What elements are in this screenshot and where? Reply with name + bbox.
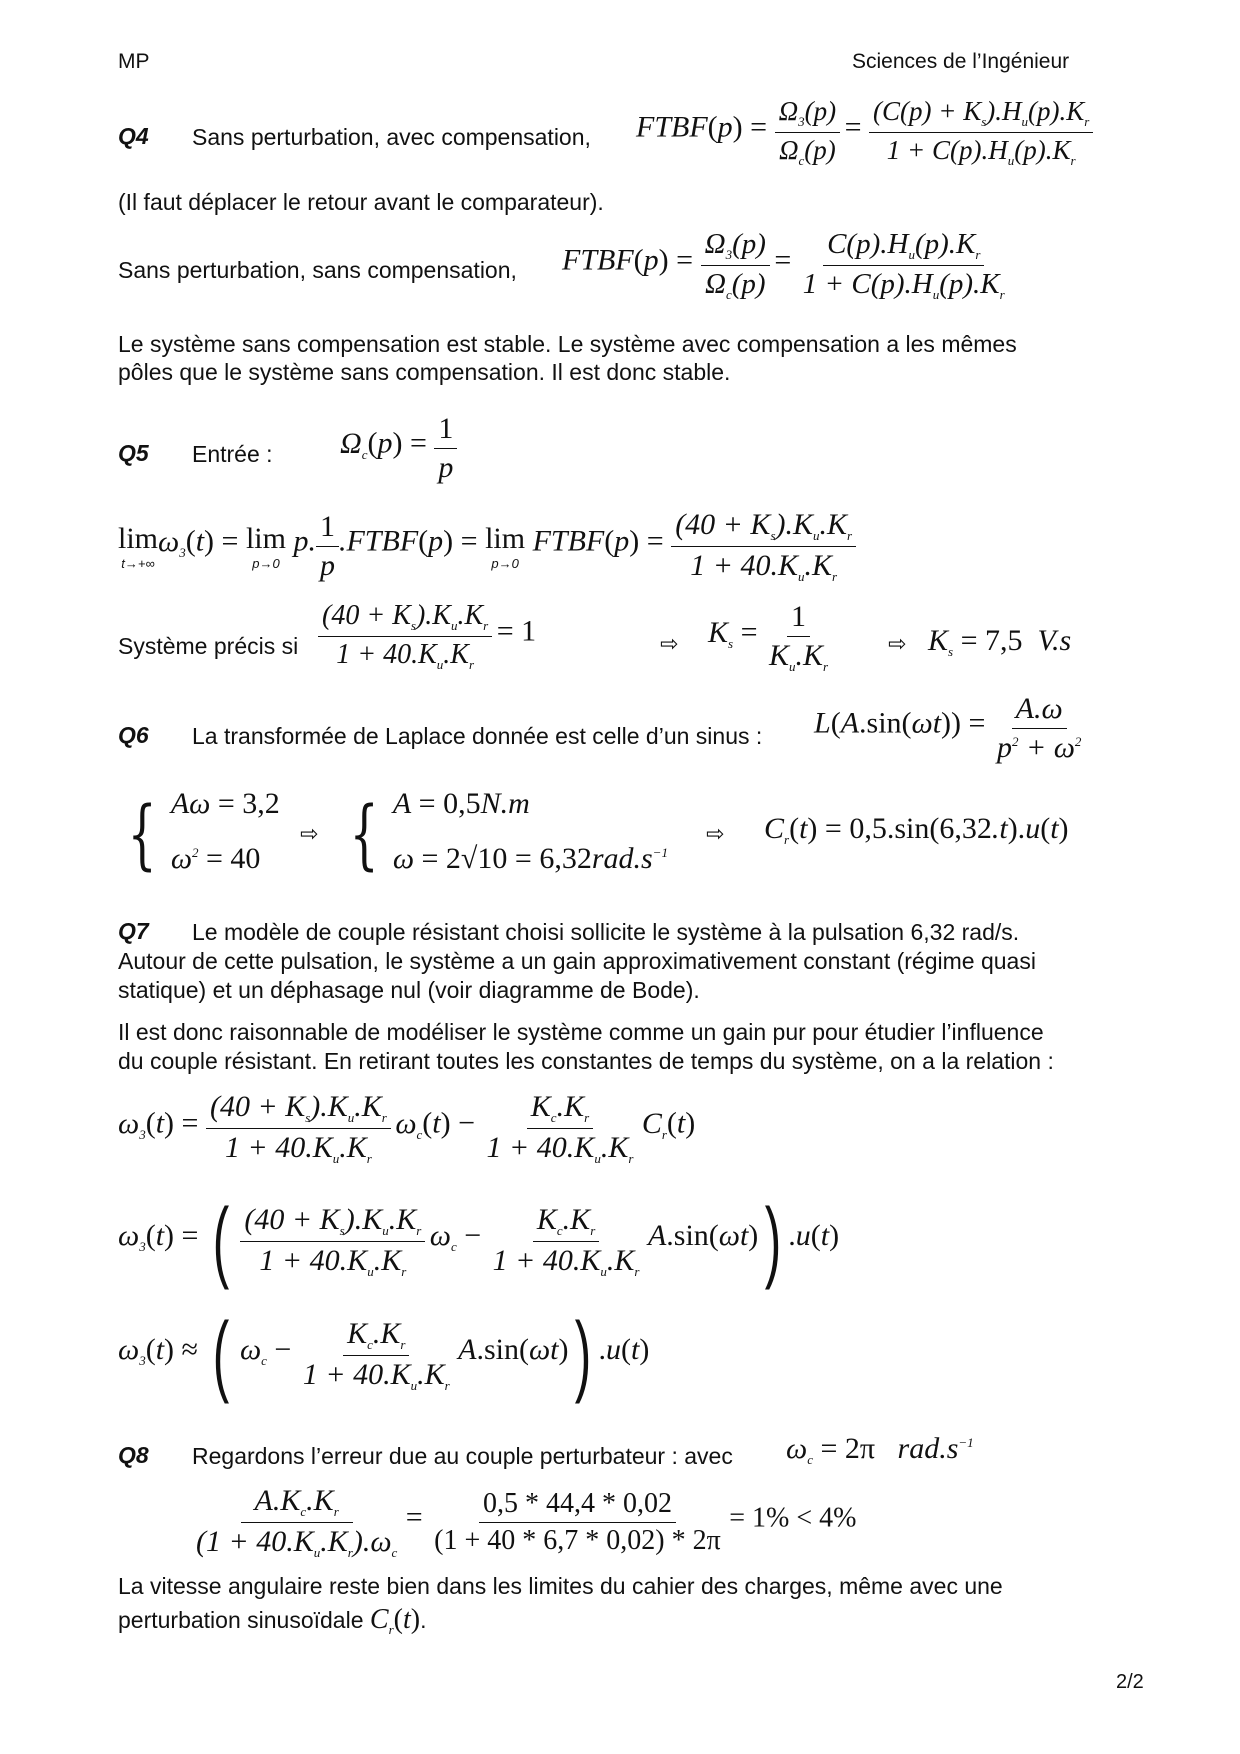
q6-system2: { A = 0,5N.m $\omega = 2√10 = 6,32rad.s^{-1}$ <box>349 787 668 878</box>
q5-ks-result: $K_s = 7,5$ V.s <box>928 624 1072 659</box>
q8-numerator: 0,5 * 44,4 * 0,02 <box>479 1488 676 1523</box>
result-pulsation: 6,32 <box>939 812 992 845</box>
q4-paragraph-line1: Le système sans compensation est stable. Le système avec compensation a les mêmes <box>118 331 1017 357</box>
q8-conclusion-line2: perturbation sinusoïdale $C_r(t)$. <box>118 1604 427 1637</box>
page-number: 2/2 <box>1116 1671 1144 1693</box>
q5-precis-text: Système précis si <box>118 633 299 659</box>
q8-error-equation: $\frac{A.K_c.K_r}{(1 + 40.K_u.K_r).\omega_c}$ = $\frac{0,5 * 44,4 * 0,02}{(1 + 40 * 6,7 * 0,02) * 2\pi}$ = 1% < 4% <box>196 1484 857 1560</box>
q8-text: Regardons l’erreur due au couple perturbateur : avec <box>192 1443 733 1469</box>
q7-equation3: $\omega_3(t)$ ≈ ( $\omega_c$ − $\frac{K_c.K_r}{1 + 40.K_u.K_r}$ A.sin(ωt)) .u(t) <box>118 1305 650 1405</box>
header-left: MP <box>118 50 150 73</box>
q6-system1: { Aω = 3,2 $\omega^2 = 40$ <box>127 787 280 878</box>
arrow-icon: ⇨ <box>888 632 907 657</box>
q7-line2: Autour de cette pulsation, le système a un gain approximativement constant (régime quasi <box>118 948 1036 974</box>
arrow-icon: ⇨ <box>660 632 679 657</box>
q8-label: Q8 <box>118 1442 149 1468</box>
q7-equation2: $\omega_3(t)$ = ( $\frac{(40 + K_s).K_u.K_r}{1 + 40.K_u.K_r}$ $\omega_c$ − $\frac{K_c.K_r}{1 + 40.K_u.K_r}$ A.sin(ωt)) .u(t) <box>118 1191 840 1291</box>
q5-input-equation: $\Omega_c(p)$ = $\frac{1}{p}$ <box>340 412 457 485</box>
q7-line3: statique) et un déphasage nul (voir diagramme de Bode). <box>118 977 700 1003</box>
a-omega-value: 3,2 <box>242 787 280 820</box>
q5-label: Q5 <box>118 440 149 466</box>
q7-line1: Le modèle de couple résistant choisi sollicite le système à la pulsation 6,32 rad/s. <box>192 919 1020 945</box>
q5-precision-condition: $\frac{(40 + K_s).K_u.K_r}{1 + 40.K_u.K_r}$ = 1 <box>318 600 536 673</box>
ks-unit: V.s <box>1037 624 1072 657</box>
result-amplitude: 0,5 <box>849 812 887 845</box>
q4-text2: Sans perturbation, sans compensation, <box>118 257 517 283</box>
arrow-icon: ⇨ <box>300 822 319 847</box>
q8-conclusion-line1: La vitesse angulaire reste bien dans les limites du cahier des charges, même avec une <box>118 1573 1003 1599</box>
a-value: 0,5 <box>443 787 481 820</box>
q8-conclusion-text: perturbation sinusoïdale <box>118 1607 364 1633</box>
q4-text1: Sans perturbation, avec compensation, <box>192 124 591 150</box>
q4-label: Q4 <box>118 123 149 149</box>
q6-label: Q6 <box>118 722 149 748</box>
q4-equation-compensation: FTBF(p) = $\frac{\Omega_3(p)}{\Omega_c(p)}$ = $\frac{(C(p) + K_s).H_u(p).K_r}{1 + C(p).H_u(p).K_r}$ <box>636 96 1093 169</box>
q6-laplace-formula: L(A.sin(ωt)) = $\frac{A.\omega}{p^2 + \omega^2}$ <box>814 692 1082 764</box>
q5-limit-equation: lim t→+∞ $\omega_3(t)$ = lim p→0 p. $\frac{1}{p}$ .FTBF(p) = lim p→0 FTBF(p) = $\frac{(40 + K_s).K_u.K_r}{1 + 40.K_u.K_r}$ <box>118 508 856 585</box>
omega-value: 6,32 <box>539 842 592 875</box>
header-right: Sciences de l’Ingénieur <box>852 50 1070 73</box>
q5-ks-formula: $K_s$ = $\frac{1}{K_u.K_r}$ <box>708 600 829 674</box>
q6-result: $C_r(t) = 0,5.\sin(6,32.t).u(t)$ <box>764 812 1069 847</box>
q8-omega-c: $\omega_c = 2\pi$ $rad.s^{-1}$ <box>786 1432 974 1467</box>
q8-result: = 1% < 4% <box>729 1502 857 1534</box>
ks-value: 7,5 <box>985 624 1023 657</box>
q4-paragraph-line2: pôles que le système sans compensation. Il est donc stable. <box>118 359 731 385</box>
q5-entree: Entrée : <box>192 441 273 467</box>
arrow-icon: ⇨ <box>706 822 725 847</box>
q4-equation-no-compensation: FTBF(p) = $\frac{\Omega_3(p)}{\Omega_c(p)}$ = $\frac{C(p).H_u(p).K_r}{1 + C(p).H_u(p).K_r}$ <box>562 228 1005 302</box>
q4-note: (Il faut déplacer le retour avant le comparateur). <box>118 189 604 215</box>
q8-denominator: (1 + 40 * 6,7 * 0,02) * 2π <box>434 1525 721 1556</box>
omega2-value: 40 <box>230 842 261 875</box>
q7-line5: du couple résistant. En retirant toutes les constantes de temps du système, on a la relation : <box>118 1048 1054 1074</box>
q7-equation1: $\omega_3(t)$ = $\frac{(40 + K_s).K_u.K_r}{1 + 40.K_u.K_r}$ $\omega_c(t)$ − $\frac{K_c.K_r}{1 + 40.K_u.K_r}$ $C_r(t)$ <box>118 1090 696 1166</box>
q7-line4: Il est donc raisonnable de modéliser le système comme un gain pur pour étudier l’influence <box>118 1019 1044 1045</box>
q7-label: Q7 <box>118 918 149 944</box>
q6-text: La transformée de Laplace donnée est celle d’un sinus : <box>192 723 763 749</box>
